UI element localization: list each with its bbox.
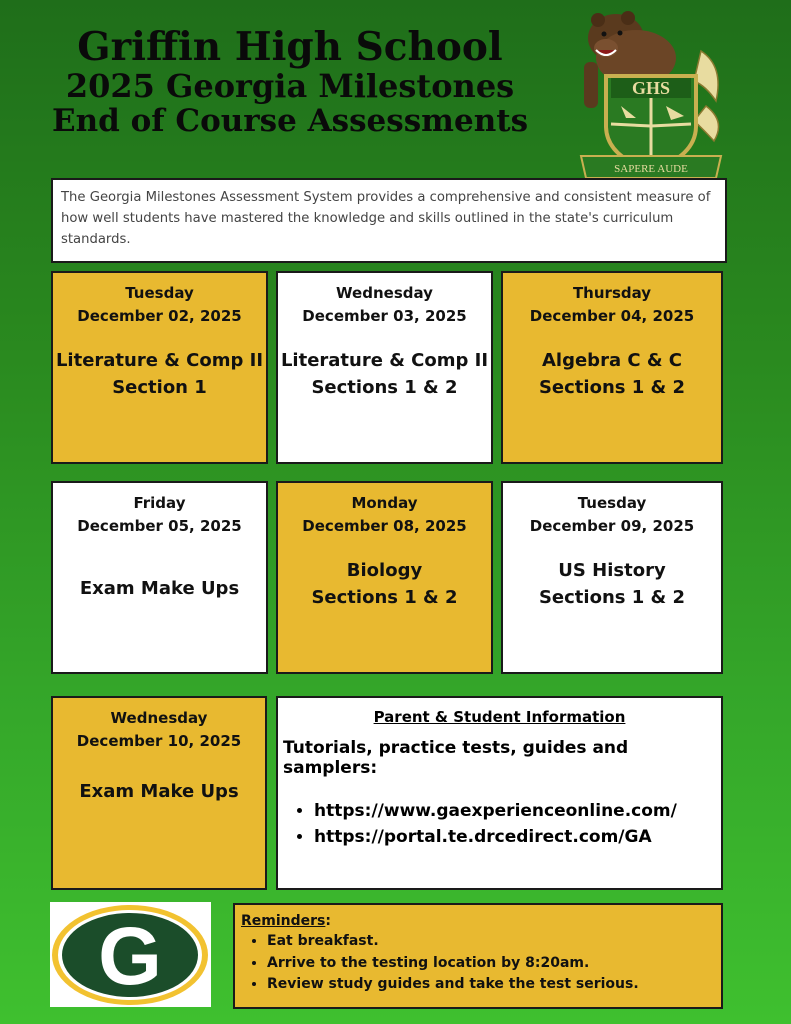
card-subject: Literature & Comp II Section 1 — [55, 350, 264, 398]
card-subject: Biology Sections 1 & 2 — [311, 560, 458, 608]
card-day: Monday — [351, 494, 418, 512]
reminder-item: • Review study guides and take the test serious. — [267, 974, 715, 996]
parent-student-info — [276, 696, 723, 890]
reminders-list — [241, 931, 715, 996]
info-heading: Parent & Student Information — [373, 708, 626, 726]
card-day: Thursday — [572, 284, 652, 302]
schedule-card — [501, 481, 723, 674]
card-date: December 09, 2025 — [529, 517, 695, 535]
exam-subtitle: End of Course Assessments — [51, 103, 529, 139]
g-logo — [50, 902, 211, 1007]
logo-letter: G — [98, 911, 162, 1002]
card-subject: Exam Make Ups — [79, 578, 240, 599]
card-day: Wednesday — [336, 284, 433, 302]
reminders-heading: Reminders — [241, 913, 326, 929]
exam-title: 2025 Georgia Milestones — [65, 67, 515, 105]
card-date: December 04, 2025 — [529, 307, 695, 325]
card-date: December 08, 2025 — [302, 517, 467, 535]
reminders-box: Reminders: • Eat breakfast. • Arrive to the testing location by 8:20am. • Review study guides and take the test serious. — [233, 903, 723, 1009]
schedule-card — [501, 271, 723, 464]
card-date: December 10, 2025 — [76, 732, 242, 750]
schedule-card — [51, 696, 267, 890]
crest-motto: SAPERE AUDE — [614, 163, 688, 175]
crest-letters: GHS — [631, 78, 671, 98]
resource-links — [278, 798, 721, 850]
card-subject: Algebra C & C Sections 1 & 2 — [538, 350, 686, 398]
card-day: Tuesday — [577, 494, 647, 512]
card-subject: Exam Make Ups — [79, 781, 239, 802]
schedule-card — [276, 271, 493, 464]
g-logo-icon — [50, 902, 211, 1007]
card-day: Friday — [133, 494, 186, 512]
card-day: Wednesday — [110, 709, 208, 727]
info-subheading: Tutorials, practice tests, guides and samplers: — [283, 738, 629, 778]
card-date: December 02, 2025 — [77, 307, 242, 325]
reminder-item: • Eat breakfast. — [267, 931, 715, 953]
schedule-card — [51, 271, 268, 464]
intro-paragraph: The Georgia Milestones Assessment System provides a comprehensive and consistent measure of how well students have mastered the knowledge and skills outlined in the state's curriculum standards. — [51, 178, 727, 263]
schedule-card — [276, 481, 493, 674]
schedule-card — [51, 481, 268, 674]
card-subject: Literature & Comp II Sections 1 & 2 — [280, 350, 489, 398]
card-day: Tuesday — [125, 284, 194, 302]
reminder-item: • Arrive to the testing location by 8:20am. — [267, 953, 715, 975]
link-drcedirect[interactable]: • https://portal.te.drcedirect.com/GA — [314, 824, 721, 850]
link-gaexperience[interactable]: • https://www.gaexperienceonline.com/ — [314, 798, 721, 824]
school-name: Griffin High School — [77, 24, 503, 70]
card-date: December 05, 2025 — [77, 517, 242, 535]
school-crest-logo — [576, 6, 726, 186]
card-date: December 03, 2025 — [302, 307, 467, 325]
card-subject: US History Sections 1 & 2 — [538, 560, 686, 608]
